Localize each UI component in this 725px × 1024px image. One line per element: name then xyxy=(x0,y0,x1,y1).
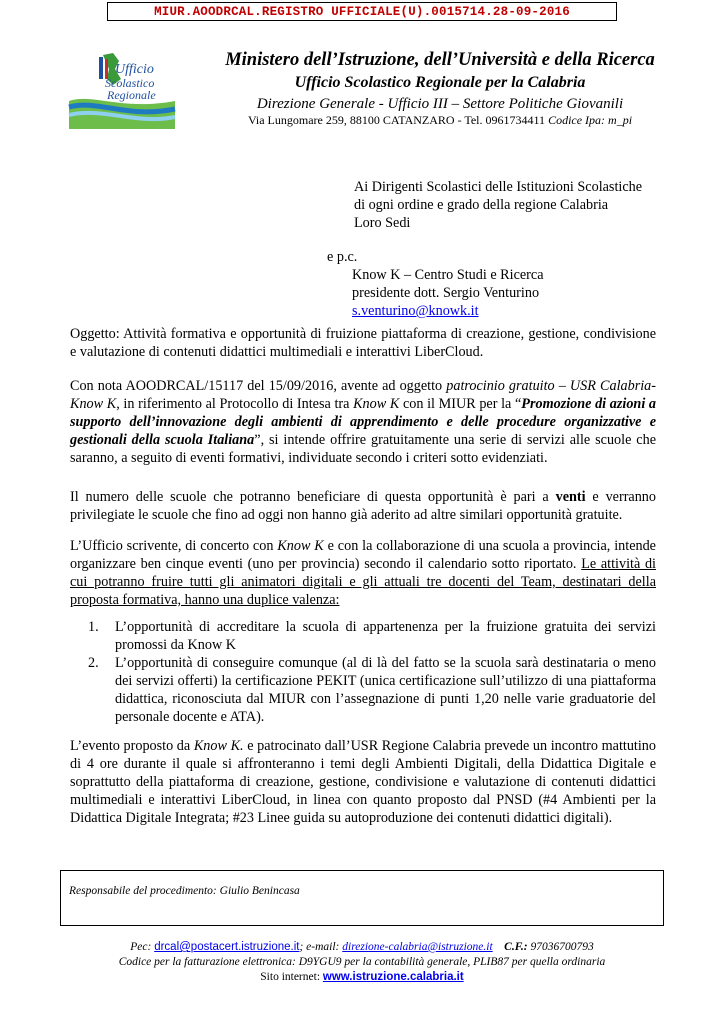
text: venti xyxy=(555,489,586,505)
cc-block xyxy=(352,266,544,320)
text: e patrocinato dall’USR Regione Calabria prevede un incontro mattutino di 4 ore durante il quale si affronteranno i temi degli Ambienti Digitali, della Didattica Digitale e soprattutto della piattaforma di creazione, gestione, condivisione e valutazione di contenuti didattici multimediali e interattivi LiberCloud, in linea con quanto proposto dal PNSD (#4 Ambienti per la Didattica Digitale Integrata; #23 Linee guida su autoproduzione dei contenuti didattici digitali). xyxy=(70,738,656,826)
address-text: Via Lungomare 259, 88100 CATANZARO - Tel. 0961734411 xyxy=(247,113,549,127)
subject-paragraph: Oggetto: Attività formativa e opportunità di fruizione piattaforma di creazione, gestione, condivisione e valutazione di contenuti didattici multimediali e interattivi LiberCloud. xyxy=(70,326,656,360)
text: , in riferimento al Protocollo di Intesa tra xyxy=(116,396,354,412)
numbered-list xyxy=(88,618,656,726)
footer-billing: Codice per la fatturazione elettronica: D9YGU9 per la contabilità generale, PLIB87 per quella ordinaria xyxy=(118,956,606,968)
body-paragraph-3 xyxy=(70,537,656,609)
direction-title: Direzione Generale - Ufficio III – Settore Politiche Giovanili xyxy=(256,96,624,112)
list-text: L’opportunità di conseguire comunque (al di là del fatto se la scuola sarà destinataria o meno dei servizi offerti) la certificazione PEKIT (unica certificazione sull’utilizzo di una piattaforma didattica, riconosciuta dal MIUR con l’assegnazione di punti 1,20 nelle varie graduatorie del personale docente e ATA). xyxy=(115,655,656,725)
text: Promozione di azioni a supporto dell’innovazione degli ambienti di apprendimento e delle procedure organizzative e gestionali della scuola Italiana xyxy=(70,396,656,448)
text: Know K. xyxy=(193,738,244,754)
text: patrocinio gratuito – USR Calabria- Know K xyxy=(70,378,657,412)
protocol-stamp: MIUR.AOODRCAL.REGISTRO UFFICIALE(U).0015714.28-09-2016 xyxy=(107,2,617,21)
text: 97036700793 xyxy=(527,941,594,953)
list-number: 1. xyxy=(88,619,99,635)
list-item xyxy=(88,618,656,654)
list-number: 2. xyxy=(88,655,99,671)
text: Know K xyxy=(277,538,324,554)
text: e con la collaborazione di una scuola a provincia, intende organizzare ben cinque eventi (uno per provincia) secondo il calendario sotto riportato. xyxy=(70,538,656,572)
recipients-line: di ogni ordine e grado della regione Calabria xyxy=(354,197,609,213)
ipa-code: Codice Ipa: m_pi xyxy=(548,113,633,127)
text: L’evento proposto da xyxy=(70,738,194,754)
footer-contacts xyxy=(60,940,664,955)
cc-label: e p.c. xyxy=(327,249,358,265)
text: e verranno privilegiate le scuole che fino ad oggi non hanno già aderito ad altre similari opportunità gratuite. xyxy=(70,489,656,523)
text: Con nota AOODRCAL/15117 del 15/09/2016, avente ad oggetto xyxy=(70,378,447,394)
text: con il MIUR per la “ xyxy=(399,396,522,412)
text: Pec: xyxy=(130,941,155,953)
text: ; e-mail: xyxy=(299,941,343,953)
pec-link[interactable]: drcal@postacert.istruzione.it xyxy=(154,941,300,953)
recipients-line: Ai Dirigenti Scolastici delle Istituzioni Scolastiche xyxy=(354,179,643,195)
list-item xyxy=(88,654,656,726)
list-text: L’opportunità di accreditare la scuola di appartenenza per la fruizione gratuita dei servizi promossi da Know K xyxy=(115,619,656,653)
text: Sito internet: xyxy=(260,971,323,983)
ministry-title: Ministero dell’Istruzione, dell’Università e della Ricerca xyxy=(225,50,655,70)
svg-text:Ufficio: Ufficio xyxy=(115,62,154,77)
footer-site xyxy=(60,970,664,985)
body-paragraph-2 xyxy=(70,488,656,524)
responsible-box xyxy=(60,870,664,926)
text: C.F.: xyxy=(504,941,528,953)
cc-email-link[interactable]: s.venturino@knowk.it xyxy=(352,303,479,319)
email-link[interactable]: direzione-calabria@istruzione.it xyxy=(342,941,493,953)
body-paragraph-4 xyxy=(70,737,656,827)
ufficio-scolastico-regionale-logo-icon xyxy=(67,49,177,129)
svg-text:Regionale: Regionale xyxy=(107,88,156,102)
office-title: Ufficio Scolastico Regionale per la Calabria xyxy=(294,74,586,91)
svg-text:Scolastico: Scolastico xyxy=(105,76,155,90)
text: L’Ufficio scrivente, di concerto con xyxy=(70,538,278,554)
responsible-text: Responsabile del procedimento: Giulio Benincasa xyxy=(69,885,300,897)
recipients-block xyxy=(354,178,642,232)
ufficio-scolastico-logo xyxy=(67,49,177,129)
body-paragraph-1 xyxy=(70,377,656,467)
office-address xyxy=(180,113,700,128)
text: Le attività di cui potranno fruire tutti gli animatori digitali e gli attuali tre docenti del Team, destinatari della proposta formativa, hanno una duplice valenza: xyxy=(70,556,656,608)
site-link[interactable]: www.istruzione.calabria.it xyxy=(322,971,464,983)
text: ”, si intende offrire gratuitamente una serie di servizi alle scuole che saranno, a seguito di eventi formativi, individuate secondo i criteri sotto evidenziati. xyxy=(70,432,656,466)
cc-line: Know K – Centro Studi e Ricerca xyxy=(352,267,544,283)
text: Know K xyxy=(353,396,400,412)
recipients-line: Loro Sedi xyxy=(354,215,411,231)
cc-line: presidente dott. Sergio Venturino xyxy=(352,285,540,301)
text: Il numero delle scuole che potranno beneficiare di questa opportunità è pari a xyxy=(70,489,556,505)
